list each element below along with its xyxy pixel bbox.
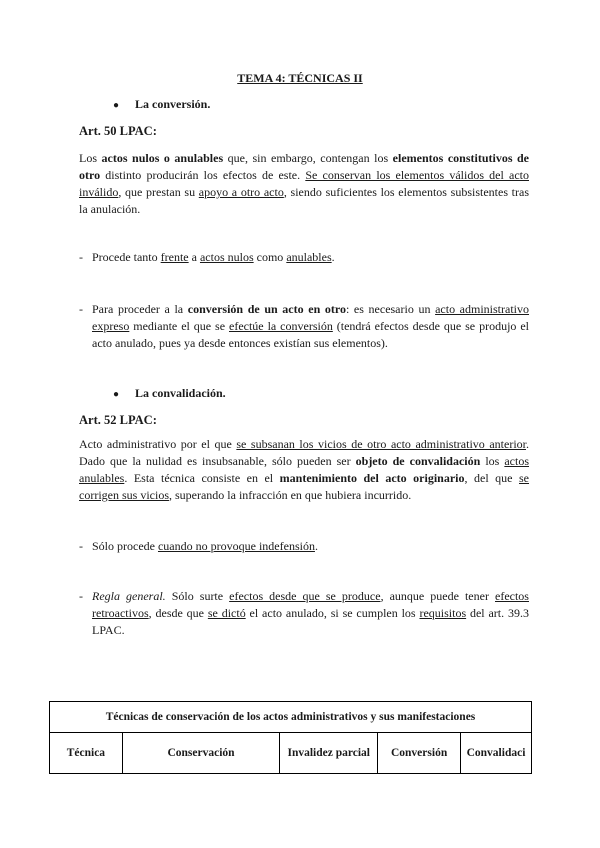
section-heading-label: La conversión. bbox=[135, 97, 211, 111]
list-item: - Procede tanto frente a actos nulos como anulables. bbox=[79, 250, 335, 264]
dash-marker: - bbox=[79, 589, 83, 603]
dash-marker: - bbox=[79, 250, 83, 264]
section-heading-convalidacion bbox=[113, 386, 226, 401]
bullet-icon: ● bbox=[113, 389, 120, 400]
section-heading-conversion bbox=[113, 97, 210, 112]
column-header-conservacion: Conservación bbox=[122, 733, 279, 774]
conservation-table bbox=[49, 701, 532, 774]
list-item: - Sólo procede cuando no provoque indefensión. bbox=[79, 539, 318, 553]
section-heading-label: La convalidación. bbox=[135, 386, 226, 400]
page-title: TEMA 4: TÉCNICAS II bbox=[237, 71, 363, 85]
table-caption: Técnicas de conservación de los actos administrativos y sus manifestaciones bbox=[50, 702, 532, 733]
paragraph-conversion: Los actos nulos o anulables que, sin embargo, contengan los elementos constitutivos de otro distinto producirán los efectos de este. Se conservan los elementos válidos del acto inválido, que prestan su apoyo a otro acto, siendo suficientes los elementos subsistentes tras la anulación. bbox=[79, 151, 530, 216]
article-reference: Art. 50 LPAC: bbox=[79, 124, 157, 138]
paragraph-convalidacion: Acto administrativo por el que se subsanan los vicios de otro acto administrativo anterior. Dado que la nulidad es insubsanable, sólo pueden ser objeto de convalidación los actos anulables. Esta técnica consiste en el mantenimiento del acto originario, del que se corrigen sus vicios, superando la infracción en que hubiera incurrido. bbox=[79, 437, 530, 502]
article-reference: Art. 52 LPAC: bbox=[79, 413, 157, 427]
dash-marker: - bbox=[79, 302, 83, 316]
list-item: - Regla general. Sólo surte efectos desde que se produce, aunque puede tener efectos retroactivos, desde que se dictó el acto anulado, si se cumplen los requisitos del art. 39.3 LPAC. bbox=[79, 589, 529, 637]
bullet-icon: ● bbox=[113, 100, 120, 111]
list-item: - Para proceder a la conversión de un acto en otro: es necesario un acto administrativo expreso mediante el que se efectúe la conversión (tendrá efectos desde que se produjo el acto anulado, pues ya desde entonces existían sus elementos). bbox=[79, 302, 530, 350]
column-header-invalidez-parcial: Invalidez parcial bbox=[280, 733, 378, 774]
column-header-convalidacion: Convalidaci bbox=[461, 733, 532, 774]
column-header-conversion: Conversión bbox=[378, 733, 461, 774]
dash-marker: - bbox=[79, 539, 83, 553]
column-header-tecnica: Técnica bbox=[50, 733, 123, 774]
